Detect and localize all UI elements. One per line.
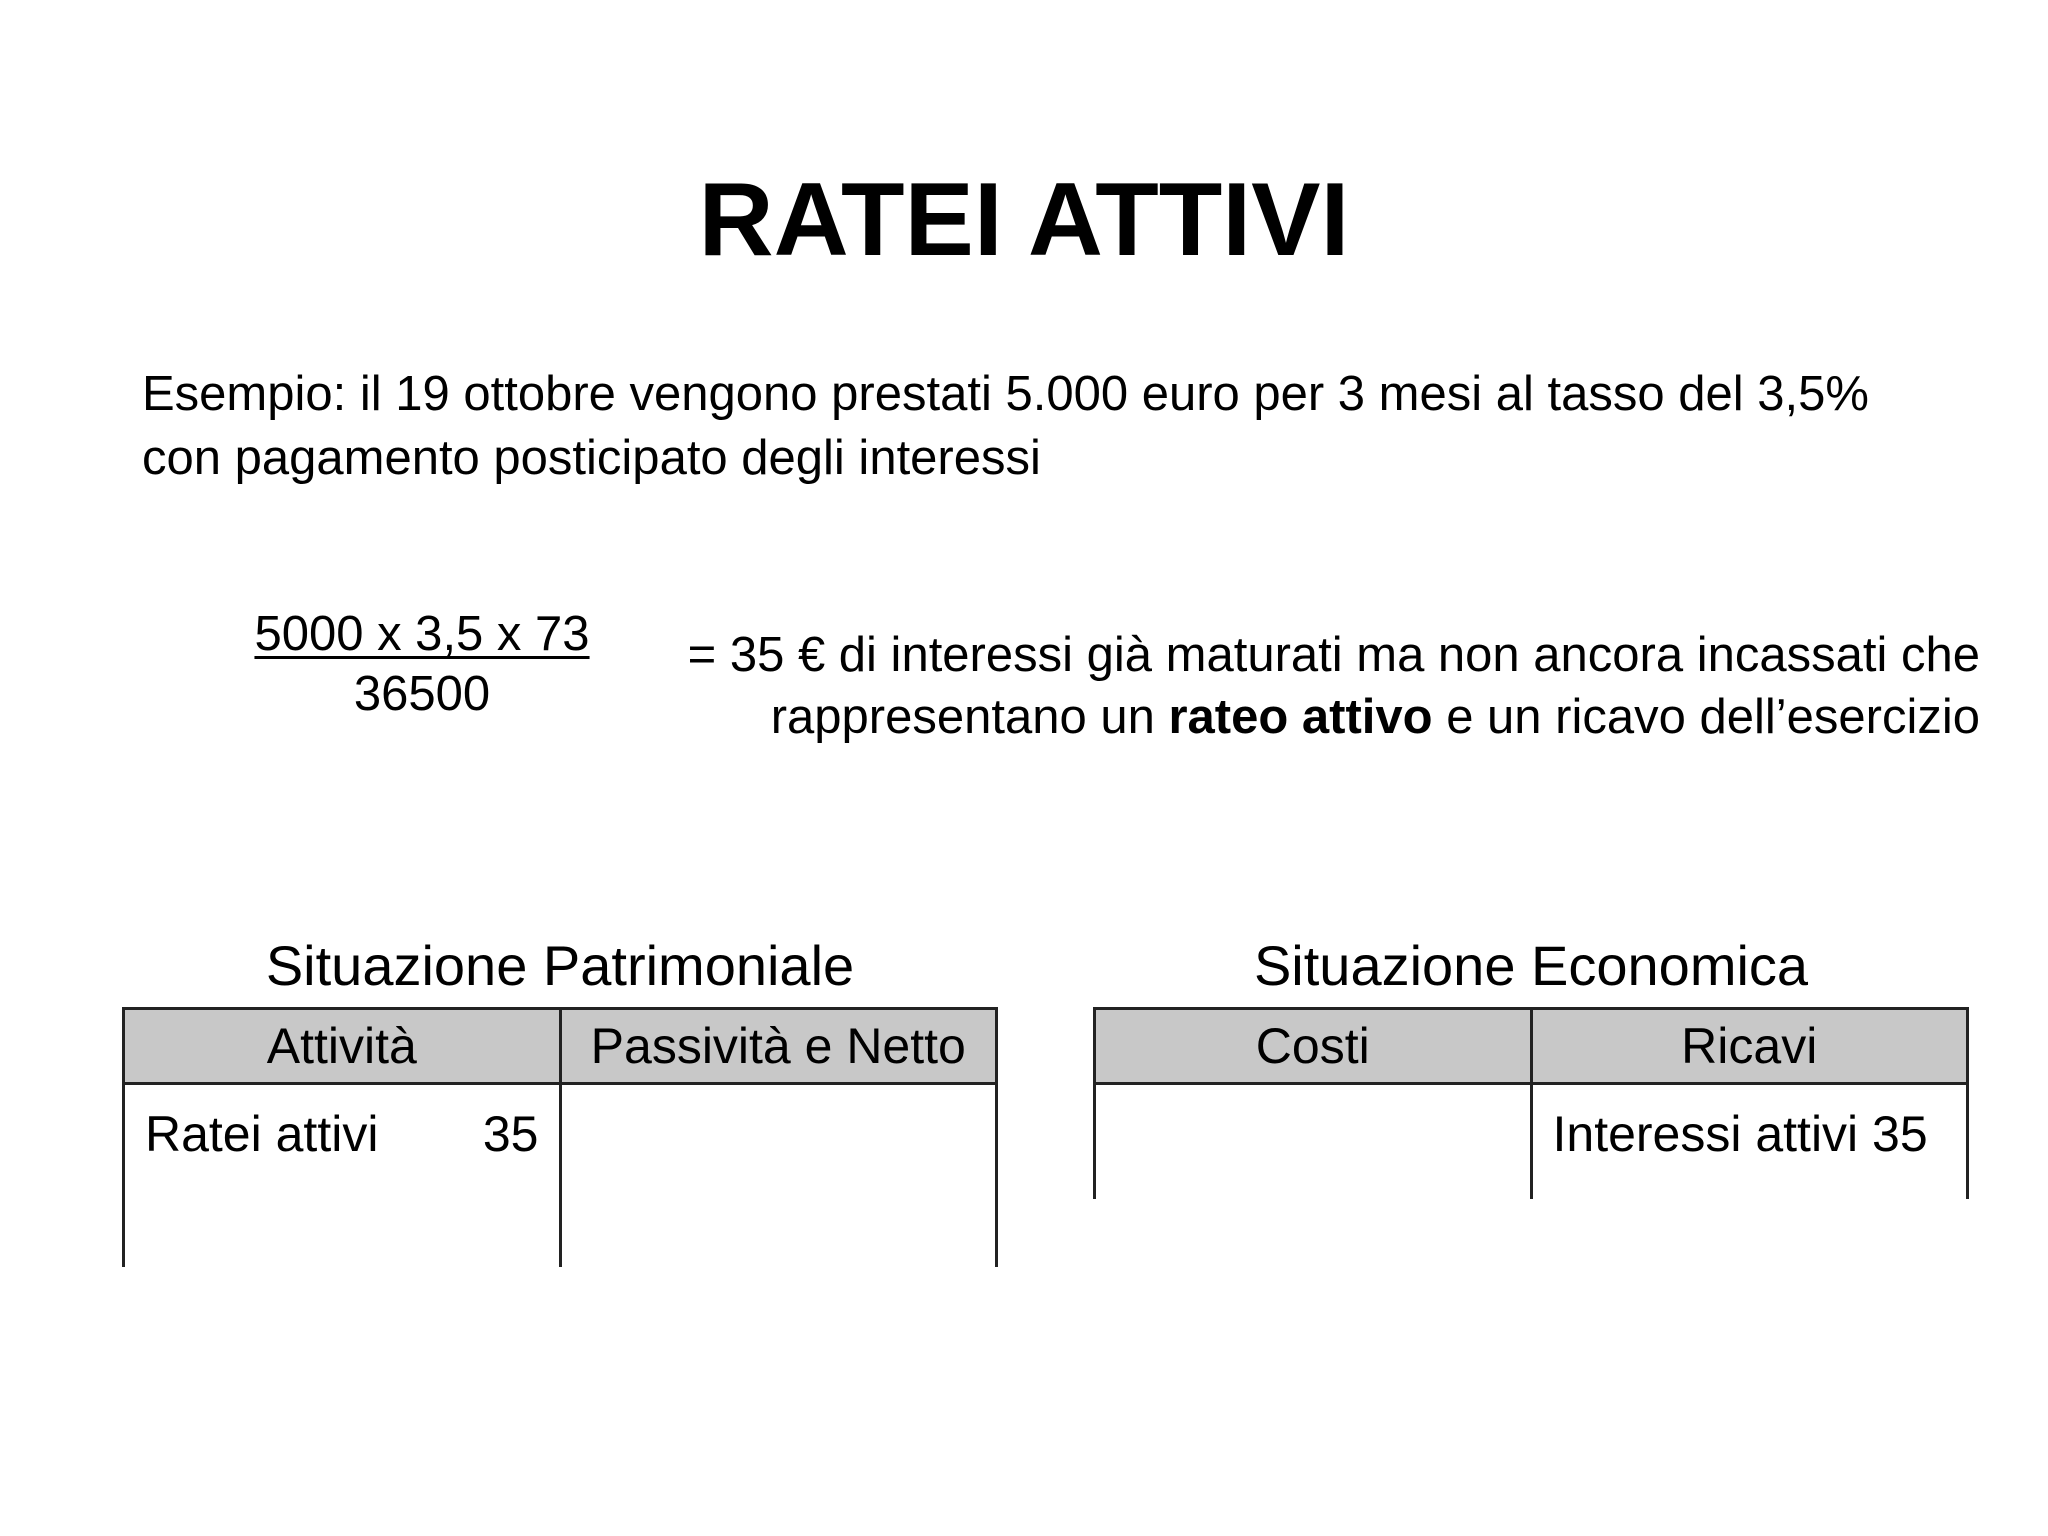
entry-value: 35: [482, 1106, 539, 1162]
patrimoniale-title: Situazione Patrimoniale: [265, 934, 855, 997]
ledger-entry: [145, 1105, 539, 1163]
formula-explanation: [540, 624, 1980, 748]
explanation-line-2: [540, 686, 1980, 748]
economica-header: [1093, 1007, 1969, 1085]
page-title: RATEI ATTIVI: [698, 162, 1350, 278]
explanation-bold-term: rateo attivo: [1168, 690, 1433, 744]
example-line-1: Esempio: il 19 ottobre vengono prestati 5.000 euro per 3 mesi al tasso del 3,5%: [142, 367, 1869, 421]
example-text: [142, 362, 1982, 490]
patrimoniale-ledger: [122, 1007, 998, 1267]
economica-costi-cell: [1096, 1085, 1530, 1199]
economica-col-ricavi: Ricavi: [1530, 1010, 1967, 1082]
entry-label: Ratei attivi: [145, 1106, 379, 1162]
formula-denominator: 36500: [353, 667, 491, 721]
example-line-2: con pagamento posticipato degli interessi: [142, 431, 1041, 485]
patrimoniale-header: [122, 1007, 998, 1085]
patrimoniale-attivita-cell: [125, 1085, 559, 1267]
economica-ledger: [1093, 1007, 1969, 1199]
economica-title: Situazione Economica: [1253, 934, 1809, 997]
economica-body: [1093, 1085, 1969, 1199]
economica-col-costi: Costi: [1255, 1018, 1370, 1074]
explanation-line-1: = 35 € di interessi già maturati ma non ancora incassati che: [687, 628, 1980, 682]
ricavi-entry: Interessi attivi 35: [1552, 1106, 1928, 1162]
formula-numerator: 5000 x 3,5 x 73: [254, 607, 590, 661]
patrimoniale-col-passivita: Passività e Netto: [559, 1010, 996, 1082]
patrimoniale-body: [122, 1085, 998, 1267]
patrimoniale-col-attivita: Attività: [266, 1018, 417, 1074]
patrimoniale-passivita-cell: [559, 1085, 996, 1267]
explanation-line-2-start: rappresentano un: [770, 690, 1169, 744]
economica-ricavi-cell: [1530, 1085, 1967, 1199]
explanation-line-2-end: e un ricavo dell’esercizio: [1432, 690, 1980, 744]
